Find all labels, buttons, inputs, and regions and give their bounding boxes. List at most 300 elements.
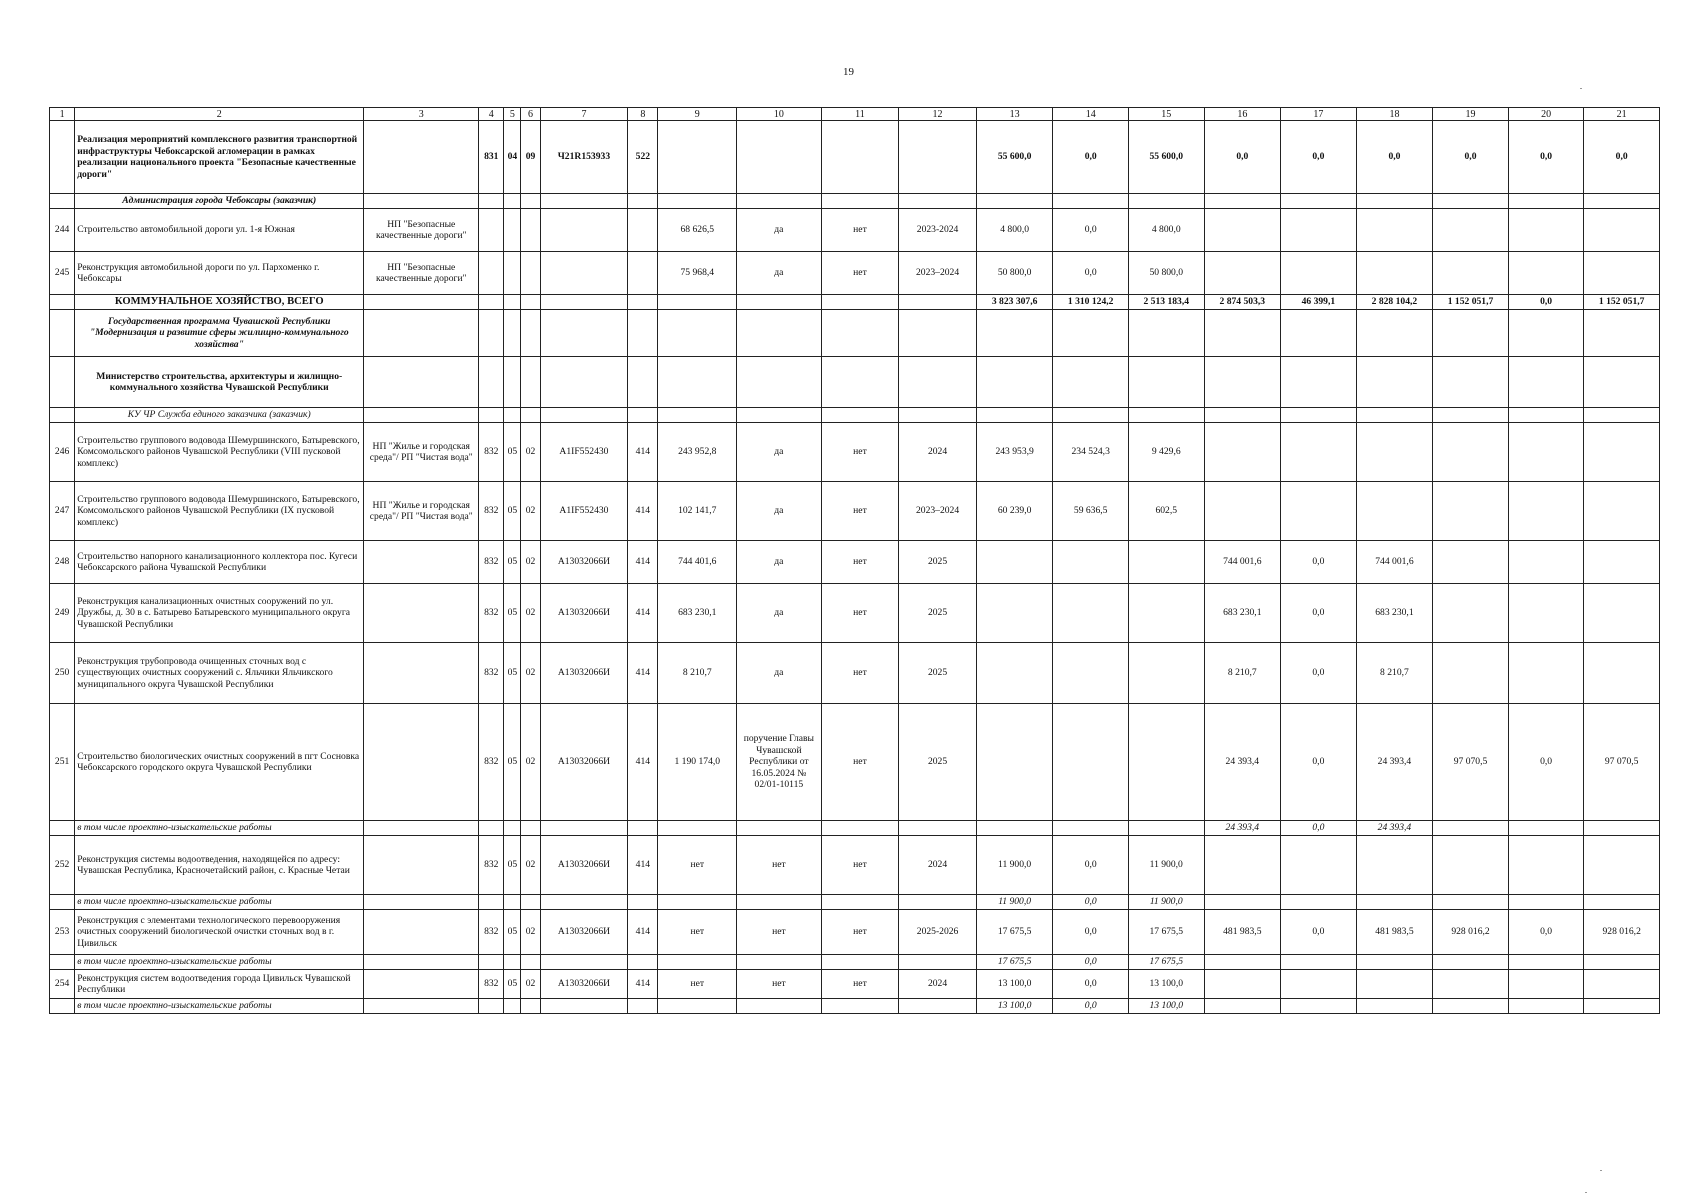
row-title-cell: Администрация города Чебоксары (заказчик) — [75, 194, 364, 209]
table-cell: 414 — [628, 482, 658, 541]
table-cell — [1508, 310, 1584, 357]
table-cell: 50 800,0 — [976, 252, 1053, 295]
table-cell: А13032066И — [540, 970, 628, 999]
table-cell — [737, 999, 822, 1014]
table-cell — [1356, 423, 1433, 482]
row-title-cell: Строительство группового водовода Шемуршинского, Батыревского, Комсомольского районов Чувашской Республики (IX пусковой комплекс) — [75, 482, 364, 541]
table-cell — [1128, 357, 1204, 408]
table-row — [50, 121, 1660, 194]
table-cell — [1281, 895, 1357, 910]
table-cell: 46 399,1 — [1281, 295, 1357, 310]
table-row — [50, 541, 1660, 584]
table-cell: 75 968,4 — [658, 252, 737, 295]
table-cell — [1356, 252, 1433, 295]
table-row — [50, 252, 1660, 295]
table-cell — [628, 999, 658, 1014]
row-title-cell: Реконструкция систем водоотведения города Цивильск Чувашской Республики — [75, 970, 364, 999]
table-cell: 02 — [521, 704, 540, 821]
table-cell — [658, 295, 737, 310]
table-cell — [479, 408, 504, 423]
table-cell: 24 393,4 — [1204, 821, 1281, 836]
table-cell: 2023–2024 — [899, 482, 977, 541]
table-cell — [364, 643, 479, 704]
table-cell: 414 — [628, 423, 658, 482]
table-row — [50, 955, 1660, 970]
table-cell — [1053, 357, 1129, 408]
table-cell — [737, 821, 822, 836]
table-cell: 17 675,5 — [976, 955, 1053, 970]
table-cell — [1433, 482, 1509, 541]
row-title-cell: Строительство напорного канализационного коллектора пос. Кугеси Чебоксарского района Чувашской Республики — [75, 541, 364, 584]
table-cell: 234 524,3 — [1053, 423, 1129, 482]
table-cell — [628, 194, 658, 209]
table-cell: 744 001,6 — [1204, 541, 1281, 584]
table-cell: 05 — [504, 541, 521, 584]
table-cell — [540, 194, 628, 209]
table-cell: 11 900,0 — [1128, 895, 1204, 910]
table-cell: 24 393,4 — [1356, 821, 1433, 836]
row-title-cell: КУ ЧР Служба единого заказчика (заказчик) — [75, 408, 364, 423]
table-cell — [540, 357, 628, 408]
table-cell — [1053, 541, 1129, 584]
table-cell — [364, 836, 479, 895]
table-cell — [658, 955, 737, 970]
table-cell — [976, 541, 1053, 584]
table-row — [50, 408, 1660, 423]
table-cell: 0,0 — [1508, 295, 1584, 310]
column-number: 11 — [821, 108, 899, 121]
table-cell — [1508, 821, 1584, 836]
table-cell — [1204, 895, 1281, 910]
table-cell: 13 100,0 — [1128, 999, 1204, 1014]
table-cell — [976, 408, 1053, 423]
table-cell — [821, 955, 899, 970]
column-number: 18 — [1356, 108, 1433, 121]
row-number-cell: 253 — [50, 910, 75, 955]
table-cell — [1128, 821, 1204, 836]
table-cell — [540, 895, 628, 910]
table-cell — [1508, 252, 1584, 295]
table-cell — [1281, 955, 1357, 970]
table-cell — [737, 121, 822, 194]
table-cell — [1433, 836, 1509, 895]
table-cell — [821, 821, 899, 836]
table-row — [50, 836, 1660, 895]
table-cell: 13 100,0 — [1128, 970, 1204, 999]
table-cell — [628, 408, 658, 423]
row-title-cell: Реконструкция автомобильной дороги по ул. Пархоменко г. Чебоксары — [75, 252, 364, 295]
column-number: 4 — [479, 108, 504, 121]
table-cell — [658, 895, 737, 910]
table-cell — [1281, 836, 1357, 895]
table-cell: нет — [658, 836, 737, 895]
column-number-row — [50, 108, 1660, 121]
table-cell: нет — [821, 910, 899, 955]
page-number: 19 — [843, 66, 854, 78]
column-number: 14 — [1053, 108, 1129, 121]
table-cell: 24 393,4 — [1356, 704, 1433, 821]
table-cell — [976, 821, 1053, 836]
table-cell — [479, 999, 504, 1014]
table-cell: 02 — [521, 910, 540, 955]
table-cell: 0,0 — [1053, 999, 1129, 1014]
table-cell: 832 — [479, 541, 504, 584]
table-cell: 0,0 — [1508, 704, 1584, 821]
table-cell: да — [737, 252, 822, 295]
table-cell: 744 001,6 — [1356, 541, 1433, 584]
table-cell: нет — [821, 423, 899, 482]
table-cell: 414 — [628, 836, 658, 895]
table-cell — [821, 310, 899, 357]
table-cell: 414 — [628, 643, 658, 704]
table-cell: 50 800,0 — [1128, 252, 1204, 295]
table-cell: А1IF552430 — [540, 482, 628, 541]
row-number-cell — [50, 999, 75, 1014]
table-cell: нет — [821, 209, 899, 252]
table-cell: 13 100,0 — [976, 970, 1053, 999]
table-cell — [1356, 955, 1433, 970]
table-cell — [1584, 252, 1660, 295]
table-cell — [1433, 194, 1509, 209]
table-cell — [821, 408, 899, 423]
table-cell — [628, 955, 658, 970]
table-cell: 1 190 174,0 — [658, 704, 737, 821]
table-cell: да — [737, 482, 822, 541]
table-cell: НП "Безопасные качественные дороги" — [364, 252, 479, 295]
table-cell — [899, 194, 977, 209]
table-cell: 05 — [504, 704, 521, 821]
row-title-cell: КОММУНАЛЬНОЕ ХОЗЯЙСТВО, ВСЕГО — [75, 295, 364, 310]
table-cell — [521, 194, 540, 209]
table-cell: нет — [737, 970, 822, 999]
table-cell: 11 900,0 — [976, 836, 1053, 895]
table-cell — [976, 357, 1053, 408]
table-cell: 3 823 307,6 — [976, 295, 1053, 310]
table-cell: 2 828 104,2 — [1356, 295, 1433, 310]
row-number-cell — [50, 895, 75, 910]
table-cell — [1204, 310, 1281, 357]
table-cell — [504, 821, 521, 836]
table-cell — [976, 643, 1053, 704]
table-cell — [521, 821, 540, 836]
row-number-cell: 245 — [50, 252, 75, 295]
table-cell — [899, 955, 977, 970]
row-title-cell: Строительство автомобильной дороги ул. 1-я Южная — [75, 209, 364, 252]
column-number: 10 — [737, 108, 822, 121]
table-cell: 414 — [628, 584, 658, 643]
table-cell — [1204, 970, 1281, 999]
table-cell — [737, 295, 822, 310]
table-cell: 02 — [521, 482, 540, 541]
table-cell — [479, 955, 504, 970]
table-cell — [1128, 541, 1204, 584]
table-row — [50, 584, 1660, 643]
table-cell — [1508, 357, 1584, 408]
table-cell — [1584, 955, 1660, 970]
table-cell — [628, 295, 658, 310]
table-cell — [628, 310, 658, 357]
table-cell — [658, 121, 737, 194]
table-cell — [1584, 836, 1660, 895]
table-cell: 05 — [504, 910, 521, 955]
table-cell — [1508, 209, 1584, 252]
table-cell — [1433, 541, 1509, 584]
table-cell — [821, 999, 899, 1014]
table-cell: нет — [821, 482, 899, 541]
table-cell — [364, 121, 479, 194]
table-cell — [1433, 357, 1509, 408]
row-title-cell: Реализация мероприятий комплексного развития транспортной инфраструктуры Чебоксарской агломерации в рамках реализации национального проекта "Безопасные качественные дороги" — [75, 121, 364, 194]
table-cell: 0,0 — [1508, 121, 1584, 194]
table-row — [50, 910, 1660, 955]
table-cell — [899, 895, 977, 910]
table-cell — [976, 704, 1053, 821]
table-cell — [1584, 482, 1660, 541]
table-cell: 0,0 — [1508, 910, 1584, 955]
row-title-cell: в том числе проектно-изыскательские работы — [75, 821, 364, 836]
table-cell — [1584, 821, 1660, 836]
table-cell — [899, 295, 977, 310]
table-cell — [521, 895, 540, 910]
table-cell: 831 — [479, 121, 504, 194]
table-cell — [1204, 836, 1281, 895]
table-cell: 2 874 503,3 — [1204, 295, 1281, 310]
column-number: 21 — [1584, 108, 1660, 121]
scan-speck — [1580, 88, 1582, 89]
table-cell — [1508, 423, 1584, 482]
table-cell: нет — [821, 541, 899, 584]
table-row — [50, 295, 1660, 310]
row-number-cell — [50, 310, 75, 357]
table-cell — [737, 357, 822, 408]
table-cell — [899, 310, 977, 357]
table-cell: 0,0 — [1281, 643, 1357, 704]
table-cell: 2025 — [899, 643, 977, 704]
table-cell — [737, 408, 822, 423]
table-cell — [1128, 310, 1204, 357]
table-cell: 05 — [504, 482, 521, 541]
column-number: 3 — [364, 108, 479, 121]
table-cell — [1204, 252, 1281, 295]
table-cell: 683 230,1 — [1356, 584, 1433, 643]
table-cell — [479, 310, 504, 357]
table-cell — [521, 310, 540, 357]
table-cell — [540, 209, 628, 252]
table-cell — [364, 310, 479, 357]
table-cell: 17 675,5 — [1128, 955, 1204, 970]
table-cell: 602,5 — [1128, 482, 1204, 541]
table-cell — [1053, 821, 1129, 836]
table-cell — [1053, 194, 1129, 209]
table-cell — [821, 194, 899, 209]
row-number-cell: 252 — [50, 836, 75, 895]
table-cell — [364, 910, 479, 955]
table-cell: 0,0 — [1584, 121, 1660, 194]
table-cell: 02 — [521, 836, 540, 895]
table-cell — [364, 584, 479, 643]
table-cell — [504, 209, 521, 252]
table-cell — [1128, 643, 1204, 704]
table-cell — [1281, 357, 1357, 408]
table-cell — [1204, 194, 1281, 209]
table-cell: 68 626,5 — [658, 209, 737, 252]
table-cell — [1356, 209, 1433, 252]
table-cell: 1 152 051,7 — [1584, 295, 1660, 310]
table-cell — [1281, 209, 1357, 252]
table-cell: 17 675,5 — [1128, 910, 1204, 955]
table-cell: 2024 — [899, 423, 977, 482]
table-cell — [1433, 209, 1509, 252]
table-cell: 102 141,7 — [658, 482, 737, 541]
table-cell: да — [737, 209, 822, 252]
table-cell — [628, 895, 658, 910]
table-cell — [1356, 970, 1433, 999]
table-cell — [504, 999, 521, 1014]
table-cell — [1584, 643, 1660, 704]
table-row — [50, 209, 1660, 252]
table-cell: 0,0 — [1204, 121, 1281, 194]
table-cell: А13032066И — [540, 704, 628, 821]
table-cell: 0,0 — [1281, 821, 1357, 836]
table-cell: 02 — [521, 584, 540, 643]
table-cell — [1204, 955, 1281, 970]
table-cell: 0,0 — [1053, 970, 1129, 999]
table-cell: нет — [821, 252, 899, 295]
table-cell — [504, 252, 521, 295]
table-cell — [1433, 408, 1509, 423]
table-cell: 02 — [521, 423, 540, 482]
table-cell — [540, 955, 628, 970]
table-cell: 97 070,5 — [1433, 704, 1509, 821]
table-cell — [628, 357, 658, 408]
row-title-cell: Министерство строительства, архитектуры и жилищно-коммунального хозяйства Чувашской Республики — [75, 357, 364, 408]
table-cell: да — [737, 541, 822, 584]
row-number-cell — [50, 194, 75, 209]
table-cell: 414 — [628, 910, 658, 955]
table-cell — [1356, 999, 1433, 1014]
table-cell: да — [737, 584, 822, 643]
table-cell — [504, 895, 521, 910]
table-cell — [521, 408, 540, 423]
table-cell — [1508, 970, 1584, 999]
table-cell: 414 — [628, 704, 658, 821]
table-cell — [521, 252, 540, 295]
table-cell: 11 900,0 — [1128, 836, 1204, 895]
row-title-cell: в том числе проектно-изыскательские работы — [75, 895, 364, 910]
table-cell: 2025 — [899, 541, 977, 584]
column-number: 5 — [504, 108, 521, 121]
column-number: 13 — [976, 108, 1053, 121]
table-cell — [1584, 970, 1660, 999]
table-cell: 09 — [521, 121, 540, 194]
table-cell — [1584, 895, 1660, 910]
table-cell: 0,0 — [1281, 541, 1357, 584]
table-cell — [1281, 310, 1357, 357]
table-cell — [1128, 704, 1204, 821]
table-cell — [1508, 955, 1584, 970]
table-cell: А13032066И — [540, 643, 628, 704]
table-cell — [976, 310, 1053, 357]
table-cell — [821, 357, 899, 408]
table-cell — [1584, 999, 1660, 1014]
table-cell — [504, 955, 521, 970]
table-cell — [540, 821, 628, 836]
row-title-cell: Реконструкция трубопровода очищенных сточных вод с существующих очистных сооружений с. Яльчики Яльчикского муниципального округа Чувашской Республики — [75, 643, 364, 704]
row-number-cell — [50, 295, 75, 310]
table-cell — [1128, 408, 1204, 423]
table-cell — [1281, 482, 1357, 541]
table-cell — [1053, 408, 1129, 423]
table-cell — [899, 821, 977, 836]
table-cell — [479, 252, 504, 295]
table-cell — [1433, 423, 1509, 482]
table-cell — [1204, 999, 1281, 1014]
table-row — [50, 310, 1660, 357]
table-cell — [821, 295, 899, 310]
table-cell: 832 — [479, 970, 504, 999]
table-cell — [540, 252, 628, 295]
table-cell — [1281, 999, 1357, 1014]
table-cell: 832 — [479, 643, 504, 704]
table-cell — [1356, 408, 1433, 423]
table-cell: 05 — [504, 643, 521, 704]
table-cell: 414 — [628, 541, 658, 584]
row-number-cell: 249 — [50, 584, 75, 643]
table-cell — [1508, 895, 1584, 910]
table-cell: 0,0 — [1281, 910, 1357, 955]
table-cell — [364, 194, 479, 209]
table-cell: 0,0 — [1053, 910, 1129, 955]
table-cell — [540, 999, 628, 1014]
table-cell — [976, 584, 1053, 643]
table-row — [50, 970, 1660, 999]
table-cell — [1356, 310, 1433, 357]
table-cell — [521, 999, 540, 1014]
table-cell — [1281, 252, 1357, 295]
table-cell: 8 210,7 — [1356, 643, 1433, 704]
scan-speck — [1585, 1192, 1587, 1193]
table-row — [50, 482, 1660, 541]
row-number-cell — [50, 357, 75, 408]
table-cell: 0,0 — [1053, 252, 1129, 295]
table-cell: 744 401,6 — [658, 541, 737, 584]
column-number: 15 — [1128, 108, 1204, 121]
table-cell: 2024 — [899, 836, 977, 895]
row-number-cell — [50, 821, 75, 836]
table-cell: 05 — [504, 423, 521, 482]
table-cell — [1281, 423, 1357, 482]
table-cell — [1128, 194, 1204, 209]
table-cell — [504, 357, 521, 408]
table-cell — [504, 310, 521, 357]
table-cell — [899, 408, 977, 423]
row-number-cell: 251 — [50, 704, 75, 821]
budget-table — [49, 107, 1660, 1014]
table-row — [50, 643, 1660, 704]
table-cell — [521, 209, 540, 252]
column-number: 17 — [1281, 108, 1357, 121]
table-cell — [658, 408, 737, 423]
table-cell — [1053, 643, 1129, 704]
table-cell — [658, 999, 737, 1014]
table-cell — [479, 295, 504, 310]
table-cell — [1356, 836, 1433, 895]
table-cell: НП "Жилье и городская среда"/ РП "Чистая вода" — [364, 423, 479, 482]
table-cell — [1584, 423, 1660, 482]
table-cell — [364, 541, 479, 584]
table-cell — [1508, 836, 1584, 895]
table-cell — [540, 408, 628, 423]
